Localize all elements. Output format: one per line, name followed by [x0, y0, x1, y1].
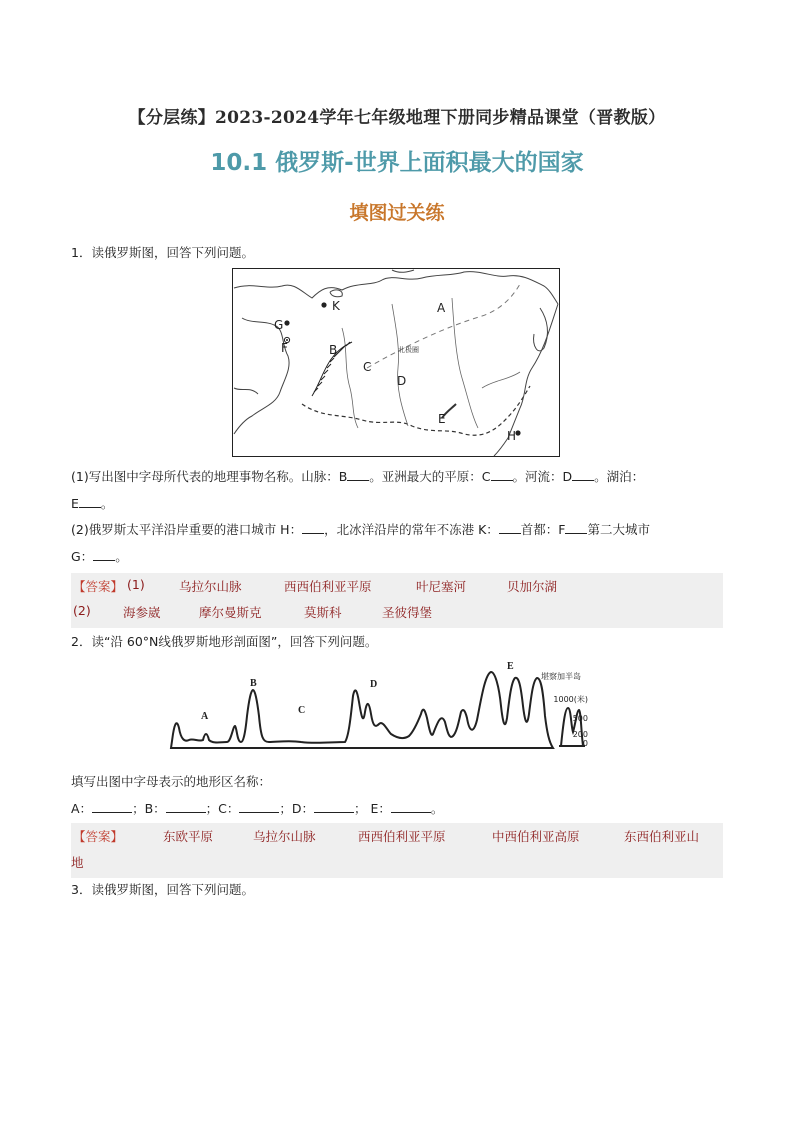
- answer-blank[interactable]: [79, 495, 101, 508]
- map-label-arctic-circle: 北极圈: [398, 346, 419, 354]
- answer-label: 【答案】: [73, 829, 124, 844]
- section-subtitle: 填图过关练: [349, 202, 445, 224]
- answer-label: 【答案】: [73, 579, 124, 594]
- answer-part-2-number: (2): [73, 603, 91, 618]
- answer-item: 西西伯利亚平原: [358, 829, 446, 844]
- answer-item: 摩尔曼斯克: [199, 605, 262, 620]
- russia-map-figure: [232, 268, 560, 457]
- answer-blank[interactable]: [239, 800, 279, 813]
- answer-item-wrap: 地: [71, 855, 84, 870]
- profile-label-b: B: [250, 678, 257, 689]
- city-h-dot: [515, 430, 520, 435]
- profile-label-d: D: [370, 679, 378, 690]
- answer-blank[interactable]: [92, 800, 132, 813]
- answer-blank[interactable]: [166, 800, 206, 813]
- answer-item: 海参崴: [123, 605, 161, 620]
- answer-blank[interactable]: [499, 521, 521, 534]
- answer-blank[interactable]: [565, 521, 587, 534]
- city-g-dot: [284, 320, 289, 325]
- map-label-g: G: [274, 318, 284, 332]
- answer-blank[interactable]: [93, 548, 115, 561]
- map-label-a: A: [437, 301, 446, 315]
- answer-item: 乌拉尔山脉: [179, 579, 242, 594]
- profile-label-c: C: [298, 705, 306, 716]
- answer-item: 贝加尔湖: [507, 579, 558, 594]
- answer-blank[interactable]: [572, 468, 594, 481]
- question-2-answer-box: [71, 823, 723, 878]
- map-label-b: B: [329, 343, 338, 357]
- profile-label-peninsula: 堪察加半岛: [541, 672, 581, 681]
- profile-label-a: A: [201, 711, 209, 722]
- answer-part-1-number: (1): [127, 577, 145, 592]
- profile-label-e: E: [507, 661, 514, 672]
- answer-blank[interactable]: [391, 800, 431, 813]
- question-2-stem: 2．读“沿 60°N线俄罗斯地形剖面图”，回答下列问题。: [71, 634, 378, 649]
- question-2-fill-line: A： ；B： ；C： ；D： ； E： 。: [71, 801, 444, 816]
- map-label-c: C: [363, 360, 372, 374]
- answer-item: 西西伯利亚平原: [284, 579, 372, 594]
- map-label-k: K: [332, 299, 340, 313]
- question-1-part-2: (2)俄罗斯太平洋沿岸重要的港口城市 H： ，北冰洋沿岸的常年不冻港 K： 首都：F 第二大城市 G： 。: [71, 522, 650, 564]
- answer-blank[interactable]: [314, 800, 354, 813]
- profile-tick-500: 500: [572, 714, 588, 723]
- answer-item: 圣彼得堡: [382, 605, 433, 620]
- map-label-f: F: [281, 341, 288, 355]
- lesson-title: 10.1 俄罗斯-世界上面积最大的国家: [210, 150, 584, 176]
- answer-blank[interactable]: [302, 521, 324, 534]
- question-1-stem: 1．读俄罗斯图，回答下列问题。: [71, 245, 254, 260]
- answer-item: 莫斯科: [304, 605, 342, 620]
- answer-blank[interactable]: [491, 468, 513, 481]
- map-label-h: H: [507, 429, 517, 443]
- answer-item: 中西伯利亚高原: [492, 829, 580, 844]
- answer-item: 叶尼塞河: [416, 579, 467, 594]
- answer-item: 乌拉尔山脉: [253, 829, 316, 844]
- answer-item: 东欧平原: [163, 829, 214, 844]
- profile-unit-label: 1000(米): [553, 695, 588, 704]
- answer-blank[interactable]: [347, 468, 369, 481]
- document-header: 【分层练】2023-2024学年七年级地理下册同步精品课堂（晋教版）: [128, 108, 666, 128]
- answer-item: 东西伯利亚山: [624, 829, 700, 844]
- question-2-prompt: 填写出图中字母表示的地形区名称：: [71, 774, 272, 789]
- map-label-e: E: [438, 412, 446, 426]
- question-3-stem: 3．读俄罗斯图，回答下列问题。: [71, 882, 254, 897]
- terrain-profile-figure: [165, 656, 595, 756]
- question-1-part-1: (1)写出图中字母所代表的地理事物名称。山脉：B 。亚洲最大的平原：C 。河流：D 。湖泊： E 。: [71, 469, 645, 511]
- profile-tick-200: 200: [572, 730, 588, 739]
- question-1-answer-box: [71, 573, 723, 628]
- profile-tick-0: 0: [582, 739, 588, 748]
- map-label-d: D: [397, 374, 407, 388]
- city-k-dot: [321, 302, 326, 307]
